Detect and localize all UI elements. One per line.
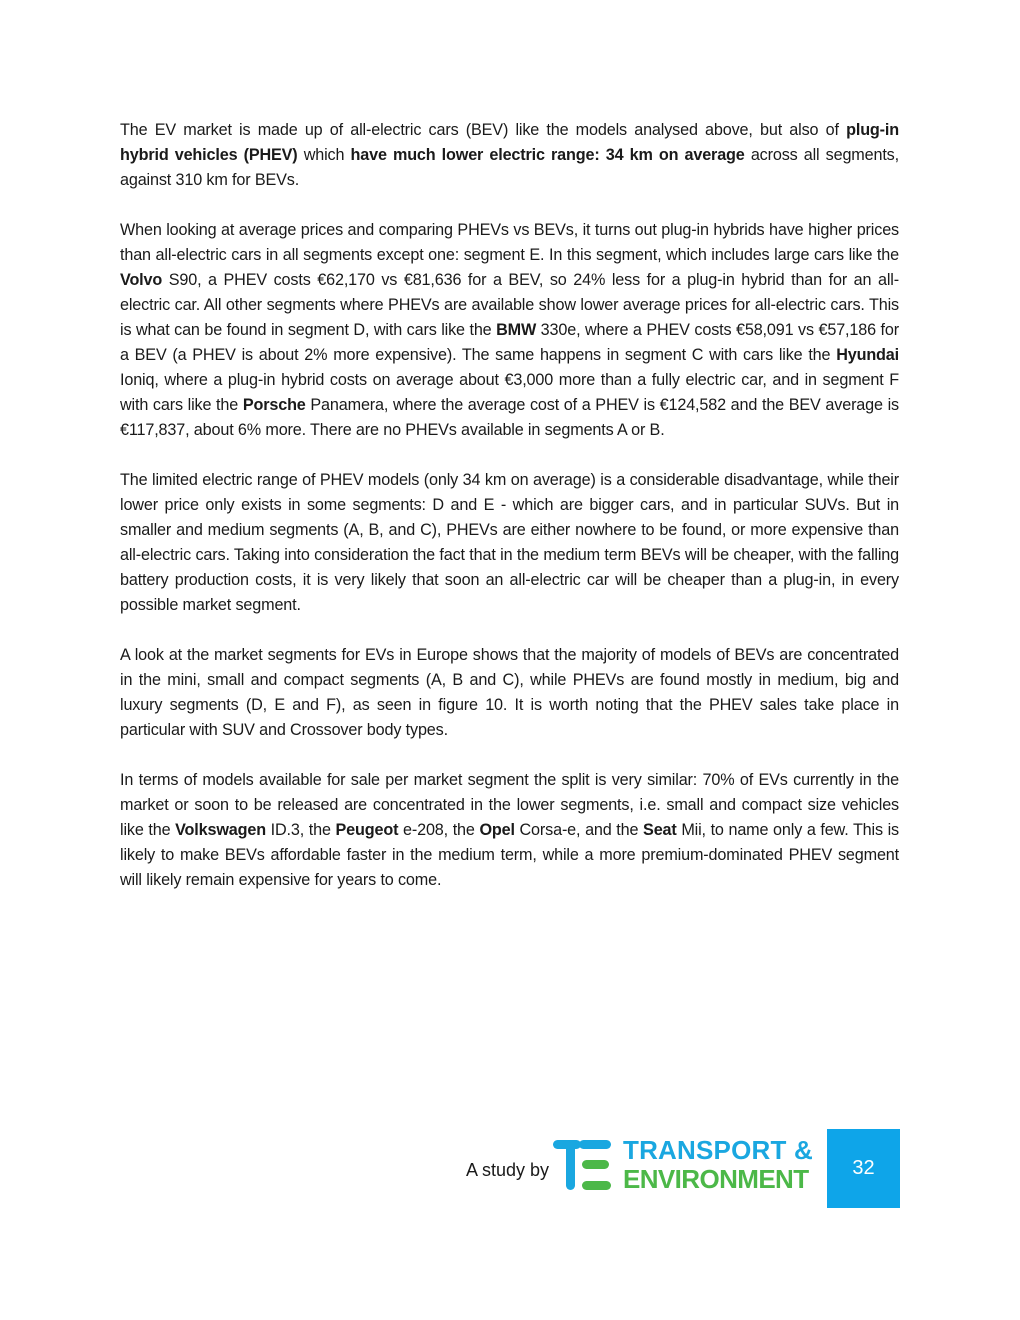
bold-text-run: Hyundai [836, 346, 899, 364]
text-run: S90, a PHEV costs €62,170 vs €81,636 for a BEV, so 24% less for a plug-in hybrid than for an all-electric car. All other segments where PHEVs are available show lower average prices for all-electric cars. This is what can be found in segment D, with cars like the [120, 271, 899, 339]
te-logo [553, 1136, 817, 1196]
text-run: In terms of models available for sale per market segment the split is very similar: 70% of EVs currently in the market or soon to be released are concentrated in the lower segments, i.e. small and compact size vehicles like the [120, 771, 899, 839]
text-run: The limited electric range of PHEV models (only 34 km on average) is a considerable disadvantage, while their lower price only exists in some segments: D and E - which are bigger cars, and in particular SUVs. But in smaller and medium segments (A, B, and C), PHEVs are either nowhere to be found, or more expensive than all-electric cars. Taking into consideration the fact that in the medium term BEVs will be cheaper, with the falling battery production costs, it is very likely that soon an all-electric car will be cheaper than a plug-in, in every possible market segment. [120, 471, 899, 614]
logo-line-transport: TRANSPORT & [623, 1135, 813, 1165]
paragraph [120, 218, 899, 443]
te-logo-wordmark [623, 1136, 817, 1194]
study-by-label: A study by [466, 1160, 550, 1180]
paragraph [120, 118, 899, 193]
text-run: Corsa-e, and the [514, 821, 644, 839]
text-run: across all segments, against 310 km for BEVs. [120, 146, 899, 189]
paragraph [120, 468, 899, 618]
text-run: Mii, to name only a few. This is likely to make BEVs affordable faster in the medium term, while a more premium-dominated PHEV segment will likely remain expensive for years to come. [120, 821, 899, 889]
bold-text-run: Peugeot [335, 821, 399, 839]
bold-text-run: Porsche [242, 396, 306, 414]
bold-text-run: Opel [479, 821, 515, 839]
page-footer [0, 1129, 1020, 1208]
text-run: Ioniq, where a plug-in hybrid costs on average about €3,000 more than a fully electric car, and in segment F with cars like the [120, 371, 899, 414]
bold-text-run: Volkswagen [175, 821, 266, 839]
bold-text-run: Volvo [120, 271, 163, 289]
paragraph [120, 643, 899, 743]
body-text [120, 118, 899, 918]
text-run: When looking at average prices and comparing PHEVs vs BEVs, it turns out plug-in hybrids have higher prices than all-electric cars in all segments except one: segment E. In this segment, which includes large cars like the [120, 221, 899, 264]
bold-text-run: Seat [643, 821, 677, 839]
text-run: The EV market is made up of all-electric cars (BEV) like the models analysed above, but also of [120, 121, 847, 139]
te-logo-icon [553, 1140, 613, 1194]
page-number: 32 [827, 1129, 900, 1208]
text-run: A look at the market segments for EVs in Europe shows that the majority of models of BEVs are concentrated in the mini, small and compact segments (A, B and C), while PHEVs are found mostly in medium, big and luxury segments (D, E and F), as seen in figure 10. It is worth noting that the PHEV sales take place in particular with SUV and Crossover body types. [120, 646, 899, 739]
text-run: 330e, where a PHEV costs €58,091 vs €57,186 for a BEV (a PHEV is about 2% more expensive). The same happens in segment C with cars like the [120, 321, 899, 364]
logo-line-environment: ENVIRONMENT [623, 1164, 809, 1194]
bold-text-run: have much lower electric range: 34 km on average [350, 146, 745, 164]
bold-text-run: plug-in hybrid vehicles (PHEV) [120, 121, 899, 164]
paragraph [120, 768, 899, 893]
text-run: which [297, 146, 351, 164]
bold-text-run: BMW [496, 321, 537, 339]
text-run: ID.3, the [265, 821, 336, 839]
text-run: Panamera, where the average cost of a PHEV is €124,582 and the BEV average is €117,837, about 6% more. There are no PHEVs available in segments A or B. [120, 396, 899, 439]
text-run: e-208, the [398, 821, 480, 839]
